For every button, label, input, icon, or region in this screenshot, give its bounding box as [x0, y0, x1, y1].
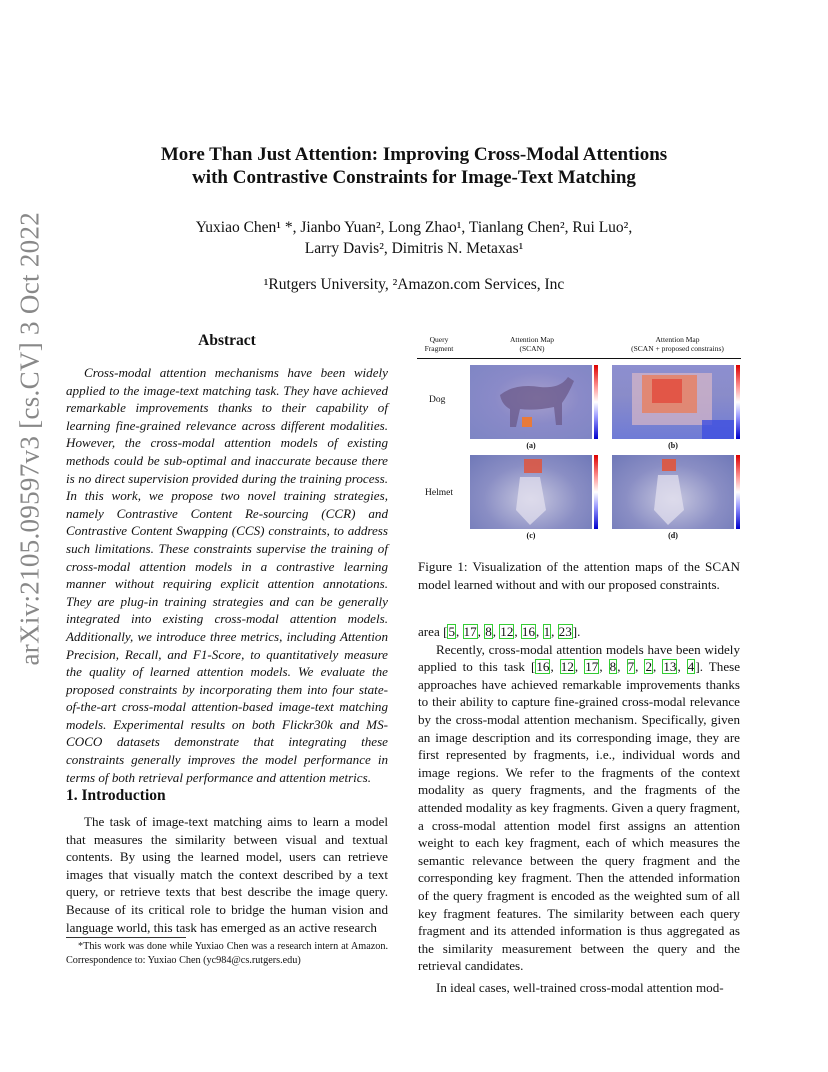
colorbar — [594, 455, 598, 529]
introduction-heading: 1. Introduction — [66, 787, 166, 804]
citation-link[interactable]: 23 — [558, 624, 572, 639]
citation-link[interactable]: 4 — [687, 659, 695, 675]
authors-line-1: Yuxiao Chen¹ *, Jianbo Yuan², Long Zhao¹, Tianlang Chen², Rui Luo², — [195, 219, 633, 236]
citation-link[interactable]: 5 — [448, 624, 455, 639]
abstract-text: Cross-modal attention mechanisms have been widely applied to the image-text matching task. They have achieved remarkable improvements thanks to their capability of learning fine-grained relevance across different modalities. However, the cross-modal attention models of existing methods could be sub-optimal and inaccurate because there is no direct supervision provided during the training process. In this work, we propose two novel training strategies, namely Contrastive Content Re-sourcing (CCR) and Contrastive Content Swapping (CCS) constraints, to address such limitations. These constraints supervise the training of cross-modal attention models in a contrastive learning manner without requiring explicit attention annotations. They are plug-in training strategies and can be generally integrated into existing cross-modal attention models. Additionally, we introduce three metrics, including Attention Precision, Recall, and F1-Score, to quantitatively measure the quality of learned attention models. We evaluate the proposed constraints by incorporating them into four state-of-the-art cross-modal attention-based image-text matching models. Experimental results on both Flickr30k and MS-COCO datasets demonstrate that integrating these constraints generally improves the model performance in terms of both retrieval performance and attention metrics. — [66, 365, 388, 785]
paragraph-ideal: In ideal cases, well-trained cross-modal attention mod- — [436, 979, 724, 995]
area-line: area [5, 17, 8, 12, 16, 1, 23]. — [418, 624, 581, 639]
abstract-body — [66, 364, 388, 786]
citation-link[interactable]: 1 — [543, 624, 551, 639]
citation-link[interactable]: 13 — [663, 659, 677, 675]
col-header-scan: Attention Map (SCAN) — [510, 335, 554, 353]
citation-link[interactable]: 12 — [560, 659, 574, 675]
paper-title — [0, 143, 828, 189]
row-label-dog: Dog — [429, 395, 446, 405]
figure-1 — [415, 333, 743, 548]
col-header-proposed: Attention Map (SCAN + proposed constrains) — [631, 335, 724, 353]
citation-link[interactable]: 8 — [485, 624, 492, 639]
colorbar — [594, 365, 598, 439]
introduction-text: The task of image-text matching aims to learn a model that measures the similarity between visual and textual contents. By using the learned model, users can retrieve images that visually match the context described by a text query, or retrieve texts that best describe the image query. Because of its critical role to bridge the human vision and language world, this task has emerged as an active research — [66, 814, 388, 935]
authors-line-2: Larry Davis², Dimitris N. Metaxas¹ — [304, 240, 524, 257]
attention-map-panel — [470, 455, 592, 529]
right-column-body — [418, 623, 740, 996]
attention-map-panel — [470, 365, 592, 439]
figure-header-rule — [417, 358, 741, 359]
arxiv-stamp: arXiv:2105.09597v3 [cs.CV] 3 Oct 2022 — [14, 211, 45, 666]
citation-link[interactable]: 12 — [500, 624, 514, 639]
panel-label-b: (b) — [668, 441, 678, 450]
footnote — [66, 940, 388, 967]
affiliations: ¹Rutgers University, ²Amazon.com Services, Inc — [263, 276, 565, 293]
panel-label-d: (d) — [668, 531, 678, 540]
footnote-rule — [66, 937, 186, 938]
col-header-query: Query Fragment — [424, 335, 454, 353]
title-line-2: with Contrastive Constraints for Image-Text Matching — [192, 167, 636, 188]
panel-label-c: (c) — [526, 531, 536, 540]
para2-rest: . These approaches have achieved remarkable improvements thanks to their ability to capture fine-grained cross-modal relevance by the cross-modal attention mechanism. Specifically, given an image description and its corresponding image, they are first represented by fragments, i.e., individual words and image regions. We refer to the fragments of the context modality as query fragments, and the fragments of the attended modality as key fragments. Given a query fragment, a cross-modal attention model first assigns an attention weight to each key fragment, each of which measures the semantic relevance between the query fragment and the corresponding key fragment. Then the attended information of the query fragment is encoded as the weighted sum of all key fragment features. The similarity between each query fragment and its attended information is thus aggregated as the similarity measurement between the query and the retrieval candidates. — [418, 659, 741, 974]
attention-map-panel — [612, 365, 734, 439]
citation-link[interactable]: 8 — [609, 659, 617, 675]
area-prefix: area — [418, 624, 444, 639]
citation-link[interactable]: 2 — [645, 659, 652, 675]
colorbar — [736, 365, 740, 439]
citation-link[interactable]: 16 — [521, 624, 536, 639]
colorbar — [736, 455, 740, 529]
citation-group: 16, 12, 17, 8, 7, 2, 13, 4 — [536, 659, 695, 675]
abstract-heading: Abstract — [198, 332, 256, 349]
panel-label-a: (a) — [526, 441, 536, 450]
citation-link[interactable]: 17 — [463, 624, 477, 639]
citation-link[interactable]: 7 — [627, 659, 635, 675]
row-label-helmet: Helmet — [425, 488, 453, 498]
figure-caption: Figure 1: Visualization of the attention maps of the SCAN model learned without and with our proposed constraints. — [418, 559, 740, 592]
citation-link[interactable]: 16 — [536, 659, 550, 675]
citation-group: 5, 17, 8, 12, 16, 1, 23 — [448, 624, 572, 639]
paragraph-recently: Recently, cross-modal attention models have been widely applied to this task [16, 12, 17, 8, 7, 2, 13, 4]. These approaches have achieved remarkable improvements thanks to their ability to capture fine-grained cross-modal relevance by the cross-modal attention mechanism. Specifically, given an image description and its corresponding image, they are first represented by fragments, i.e., individual words and image regions. We refer to the fragments of the context modality as query fragments, and the fragments of the attended modality as key fragments. Given a query fragment, a cross-modal attention model first assigns an attention weight to each key fragment, each of which measures the semantic relevance between the query fragment and the corresponding key fragment. Then the attended information of the query fragment is encoded as the weighted sum of all key fragment features. The similarity between each query fragment and its attended information is thus aggregated as the similarity measurement between the query and the retrieval candidates. — [418, 641, 741, 974]
attention-map-panel — [612, 455, 734, 529]
citation-link[interactable]: 17 — [585, 659, 599, 675]
authors — [0, 217, 828, 259]
area-suffix: . — [577, 624, 581, 639]
introduction-body — [66, 813, 388, 936]
footnote-text: *This work was done while Yuxiao Chen was a research intern at Amazon. Correspondence to: Yuxiao Chen (yc984@cs.rutgers.edu) — [66, 941, 388, 966]
title-line-1: More Than Just Attention: Improving Cross-Modal Attentions — [160, 144, 668, 165]
para2-start: Recently, cross-modal attention models have been widely applied to this task — [418, 641, 740, 675]
